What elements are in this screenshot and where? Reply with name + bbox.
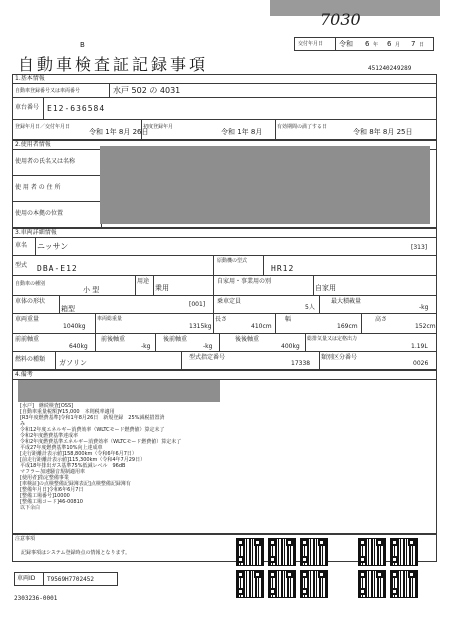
reg-number: 水戸 502 の 4031 — [113, 86, 181, 95]
rear-front-axle: -kg — [203, 343, 213, 350]
remark-line: 令和12年度エネルギー消費効率（WLTCモード燃費値）算定未了 — [20, 427, 165, 433]
remark-line: [水戸] 継続検査[OSS] — [20, 403, 74, 409]
category: 0026 — [413, 360, 429, 367]
notice-text: 記録事項はシステム登録時点の情報となります。 — [21, 550, 131, 556]
width-label: 幅 — [285, 316, 292, 323]
expiry-date: 令和 8年 8月 25日 — [353, 128, 413, 136]
rear-axle-label: 後後軸重 — [235, 336, 260, 343]
remarks-redaction — [18, 380, 220, 402]
maker: ニッサン — [37, 242, 69, 251]
business-label: 自家用・事業用の別 — [217, 278, 272, 285]
car-id-box — [14, 572, 118, 586]
rear-front-axle-label: 後前軸重 — [163, 336, 188, 343]
length: 410cm — [251, 323, 272, 330]
section1-heading: 1.基本情報 — [15, 75, 45, 82]
front-rear-axle: -kg — [141, 343, 151, 350]
first-reg-year-label: 初度登録年月 — [143, 124, 174, 130]
fuel-label: 燃料の種類 — [15, 356, 46, 363]
business: 自家用 — [315, 284, 336, 292]
gross-weight: 1315kg — [189, 323, 212, 330]
first-reg-year: 令和 1年 8月 — [221, 128, 263, 136]
remark-line: 以下余白 — [20, 505, 41, 511]
section3-heading: 3.車両詳細情報 — [15, 229, 57, 236]
weight-label: 車両重量 — [15, 316, 40, 323]
user-address-label: 使 用 者 の 住 所 — [15, 184, 61, 191]
first-reg-label: 登録年月日／交付年月日 — [15, 124, 71, 130]
issue-date-month-unit: 月 — [395, 42, 401, 48]
chassis-label: 車台番号 — [15, 104, 40, 111]
remark-line: み — [20, 421, 26, 427]
usage-label: 用途 — [137, 278, 150, 285]
remark-line: [整備年月日]令和6年6月7日 — [20, 487, 84, 493]
section4-heading: 4.備考 — [15, 371, 33, 378]
shape-label: 車体の形状 — [15, 298, 46, 305]
remark-line: [前走行距離計表示値]115,300km（令和4年7月29日） — [20, 457, 146, 463]
issue-date-box — [294, 37, 434, 51]
doc-number: 451240249289 — [368, 65, 412, 72]
section-vehicle-details — [12, 228, 437, 370]
remarks-list — [20, 404, 220, 512]
usage: 乗用 — [155, 284, 169, 292]
remark-line: [使用者]指定整備事業 — [20, 475, 69, 481]
shape-code: [001] — [189, 301, 206, 308]
mark-b: B — [80, 41, 85, 49]
model: DBA-E12 — [37, 264, 78, 273]
remark-line: マフラー加速騒音規制適用車 — [20, 469, 86, 475]
height: 152cm — [415, 323, 436, 330]
expiry-label: 有効期間の満了する日 — [277, 124, 328, 130]
maker-label: 車名 — [15, 242, 28, 249]
issue-date-year: 6 — [365, 40, 370, 48]
front-axle: 640kg — [69, 343, 88, 350]
displacement-label: 総排気量又は定格出力 — [307, 336, 358, 342]
gross-weight-label: 車両総重量 — [97, 316, 123, 322]
car-type: 小 型 — [83, 286, 100, 294]
max-load: -kg — [419, 304, 429, 311]
remark-line: [整備工場番号]10000 — [20, 493, 70, 499]
issue-date-year-unit: 年 — [373, 42, 379, 48]
capacity-label: 乗車定員 — [217, 298, 242, 305]
displacement: 1.19L — [411, 343, 428, 350]
length-label: 長さ — [215, 316, 228, 323]
designation-label: 型式指定番号 — [189, 354, 226, 361]
serial-number: 2303236-0001 — [14, 595, 58, 602]
car-id: T9569H7702452 — [47, 576, 94, 583]
car-type-label: 自動車の種別 — [15, 281, 46, 287]
front-axle-label: 前前軸重 — [15, 336, 40, 343]
car-id-label: 車両ID — [17, 575, 36, 582]
width: 169cm — [337, 323, 358, 330]
engine-label: 原動機の型式 — [217, 258, 248, 264]
fuel: ガソリン — [59, 359, 87, 367]
issue-date-day: 7 — [411, 40, 416, 48]
issue-date-day-unit: 日 — [419, 42, 425, 48]
reg-number-label: 自動車登録番号又は車両番号 — [15, 88, 81, 94]
user-name-label: 使用者の氏名又は名称 — [15, 158, 76, 165]
remark-line: 令和2年度燃費基準達成率 — [20, 433, 79, 439]
capacity: 5人 — [305, 304, 315, 311]
user-info-redaction — [100, 146, 430, 224]
notice-label: 注意事項 — [15, 536, 36, 542]
first-reg-date: 令和 1年 8月 26日 — [89, 128, 149, 136]
remark-line: [車検証]の点検整備記録簿表記]点検整備記録簿有 — [20, 481, 131, 487]
issue-date-era: 令和 — [339, 40, 353, 48]
page-title: 自動車検査証記録事項 — [18, 55, 209, 74]
issue-date-month: 6 — [387, 40, 392, 48]
remark-line: 令和2年度燃費基準エネルギー消費効率（WLTCモード燃費値）算定未了 — [20, 439, 182, 445]
maker-code: [313] — [411, 244, 428, 251]
model-label: 型式 — [15, 262, 28, 269]
weight: 1040kg — [63, 323, 86, 330]
remark-line: 平成27年度燃費基準10%向上達成車 — [20, 445, 103, 451]
engine: HR12 — [271, 264, 295, 273]
height-label: 高さ — [375, 316, 388, 323]
front-rear-axle-label: 前後軸重 — [101, 336, 126, 343]
remark-line: [走行距離計表示値]158,800km（令和6年6月7日） — [20, 451, 137, 457]
chassis-number: E12-636584 — [47, 104, 106, 113]
designation: 17338 — [291, 360, 311, 367]
rear-axle: 400kg — [281, 343, 300, 350]
handwritten-number: 7030 — [320, 10, 361, 29]
section-basic-info — [12, 74, 437, 140]
shape: 箱型 — [61, 305, 75, 313]
user-base-label: 使用の本拠の位置 — [15, 210, 64, 217]
remark-line: [R3年度燃費基準]令和1年8月26日 新規登録 25%減税措置済 — [20, 415, 165, 421]
remark-line: [整備工場コード]46-00810 — [20, 499, 83, 505]
max-load-label: 最大積載量 — [331, 298, 362, 305]
remark-line: [自動車重量税額]¥15,000 本則税率適用 — [20, 409, 115, 415]
issue-date-label: 交付年月日 — [298, 41, 324, 47]
remark-line: 平成18年排出ガス基準75%低減レベル 96dB — [20, 463, 126, 469]
section2-heading: 2.使用者情報 — [15, 141, 51, 148]
category-label: 類別区分番号 — [321, 354, 358, 361]
